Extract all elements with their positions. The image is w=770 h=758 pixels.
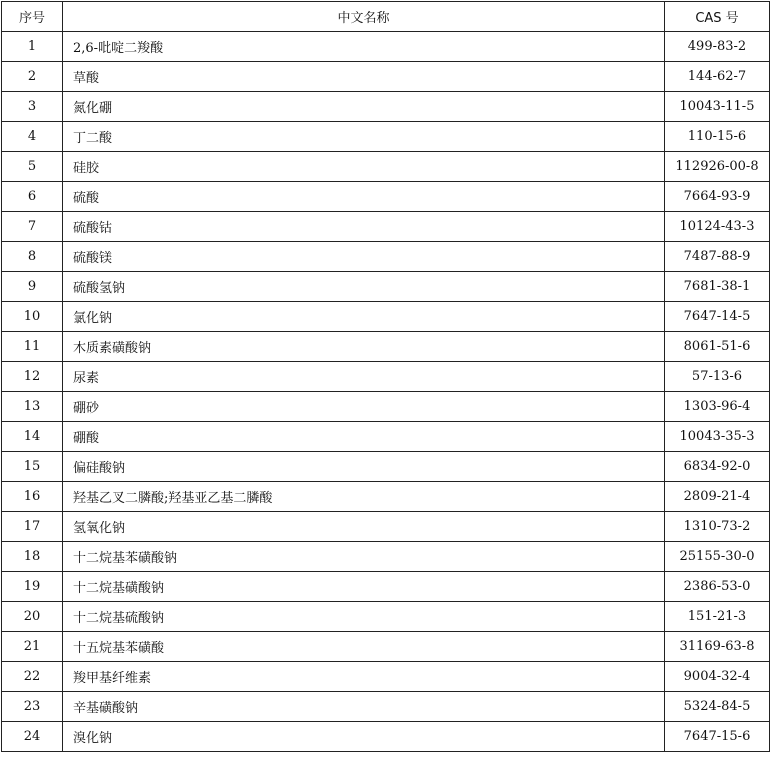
table-row (2, 212, 770, 242)
row-cas-cell: 2386-53-0 (665, 572, 770, 602)
table-row (2, 242, 770, 272)
row-name-cell: 草酸 (63, 62, 665, 92)
row-index-cell: 14 (2, 422, 63, 452)
row-cas-cell: 9004-32-4 (665, 662, 770, 692)
row-name-cell: 木质素磺酸钠 (63, 332, 665, 362)
row-name-cell: 硅胶 (63, 152, 665, 182)
row-cas-cell: 1303-96-4 (665, 392, 770, 422)
table-row (2, 92, 770, 122)
row-index-cell: 8 (2, 242, 63, 272)
row-cas-cell: 151-21-3 (665, 602, 770, 632)
row-cas-cell: 144-62-7 (665, 62, 770, 92)
table-row (2, 302, 770, 332)
row-name-cell: 偏硅酸钠 (63, 452, 665, 482)
table-row (2, 332, 770, 362)
row-name-cell: 溴化钠 (63, 722, 665, 752)
row-cas-cell: 1310-73-2 (665, 512, 770, 542)
row-index-cell: 4 (2, 122, 63, 152)
table-row (2, 692, 770, 722)
row-index-cell: 17 (2, 512, 63, 542)
table-row (2, 62, 770, 92)
header-name: 中文名称 (63, 2, 665, 32)
table-row (2, 272, 770, 302)
row-cas-cell: 57-13-6 (665, 362, 770, 392)
row-name-cell: 2,6-吡啶二羧酸 (63, 32, 665, 62)
table-row (2, 632, 770, 662)
row-cas-cell: 25155-30-0 (665, 542, 770, 572)
row-name-cell: 硼砂 (63, 392, 665, 422)
row-index-cell: 13 (2, 392, 63, 422)
row-cas-cell: 7647-15-6 (665, 722, 770, 752)
row-index-cell: 6 (2, 182, 63, 212)
table-row (2, 512, 770, 542)
row-index-cell: 3 (2, 92, 63, 122)
row-index-cell: 11 (2, 332, 63, 362)
table-row (2, 122, 770, 152)
table-body (2, 32, 770, 752)
table-row (2, 152, 770, 182)
row-cas-cell: 2809-21-4 (665, 482, 770, 512)
table-row (2, 32, 770, 62)
table-row (2, 422, 770, 452)
row-cas-cell: 112926-00-8 (665, 152, 770, 182)
row-name-cell: 羧甲基纤维素 (63, 662, 665, 692)
row-index-cell: 5 (2, 152, 63, 182)
row-name-cell: 硫酸镁 (63, 242, 665, 272)
row-name-cell: 硫酸 (63, 182, 665, 212)
table-row (2, 572, 770, 602)
table-row (2, 362, 770, 392)
row-name-cell: 硫酸氢钠 (63, 272, 665, 302)
row-cas-cell: 7487-88-9 (665, 242, 770, 272)
row-cas-cell: 7647-14-5 (665, 302, 770, 332)
row-name-cell: 十二烷基硫酸钠 (63, 602, 665, 632)
row-name-cell: 十二烷基苯磺酸钠 (63, 542, 665, 572)
row-name-cell: 硼酸 (63, 422, 665, 452)
row-index-cell: 19 (2, 572, 63, 602)
header-cas: CAS 号 (665, 2, 770, 32)
row-index-cell: 23 (2, 692, 63, 722)
row-cas-cell: 5324-84-5 (665, 692, 770, 722)
row-name-cell: 十二烷基磺酸钠 (63, 572, 665, 602)
row-index-cell: 15 (2, 452, 63, 482)
row-index-cell: 20 (2, 602, 63, 632)
chemical-table (1, 1, 770, 752)
row-name-cell: 羟基乙叉二膦酸;羟基亚乙基二膦酸 (63, 482, 665, 512)
table-row (2, 542, 770, 572)
row-index-cell: 7 (2, 212, 63, 242)
row-index-cell: 9 (2, 272, 63, 302)
row-index-cell: 2 (2, 62, 63, 92)
row-index-cell: 12 (2, 362, 63, 392)
table-header-row (2, 2, 770, 32)
row-name-cell: 尿素 (63, 362, 665, 392)
table-row (2, 482, 770, 512)
row-cas-cell: 8061-51-6 (665, 332, 770, 362)
row-name-cell: 氯化钠 (63, 302, 665, 332)
row-index-cell: 1 (2, 32, 63, 62)
row-name-cell: 氮化硼 (63, 92, 665, 122)
table-row (2, 602, 770, 632)
row-cas-cell: 7681-38-1 (665, 272, 770, 302)
row-index-cell: 22 (2, 662, 63, 692)
table-row (2, 662, 770, 692)
row-name-cell: 辛基磺酸钠 (63, 692, 665, 722)
row-cas-cell: 10043-11-5 (665, 92, 770, 122)
row-name-cell: 十五烷基苯磺酸 (63, 632, 665, 662)
row-index-cell: 16 (2, 482, 63, 512)
row-name-cell: 氢氧化钠 (63, 512, 665, 542)
row-cas-cell: 10043-35-3 (665, 422, 770, 452)
table-row (2, 452, 770, 482)
row-name-cell: 硫酸钴 (63, 212, 665, 242)
row-index-cell: 21 (2, 632, 63, 662)
row-cas-cell: 6834-92-0 (665, 452, 770, 482)
row-index-cell: 24 (2, 722, 63, 752)
row-index-cell: 18 (2, 542, 63, 572)
row-cas-cell: 7664-93-9 (665, 182, 770, 212)
row-cas-cell: 10124-43-3 (665, 212, 770, 242)
table-row (2, 722, 770, 752)
row-index-cell: 10 (2, 302, 63, 332)
table-row (2, 182, 770, 212)
row-cas-cell: 31169-63-8 (665, 632, 770, 662)
row-cas-cell: 110-15-6 (665, 122, 770, 152)
table-row (2, 392, 770, 422)
row-cas-cell: 499-83-2 (665, 32, 770, 62)
header-index: 序号 (2, 2, 63, 32)
row-name-cell: 丁二酸 (63, 122, 665, 152)
